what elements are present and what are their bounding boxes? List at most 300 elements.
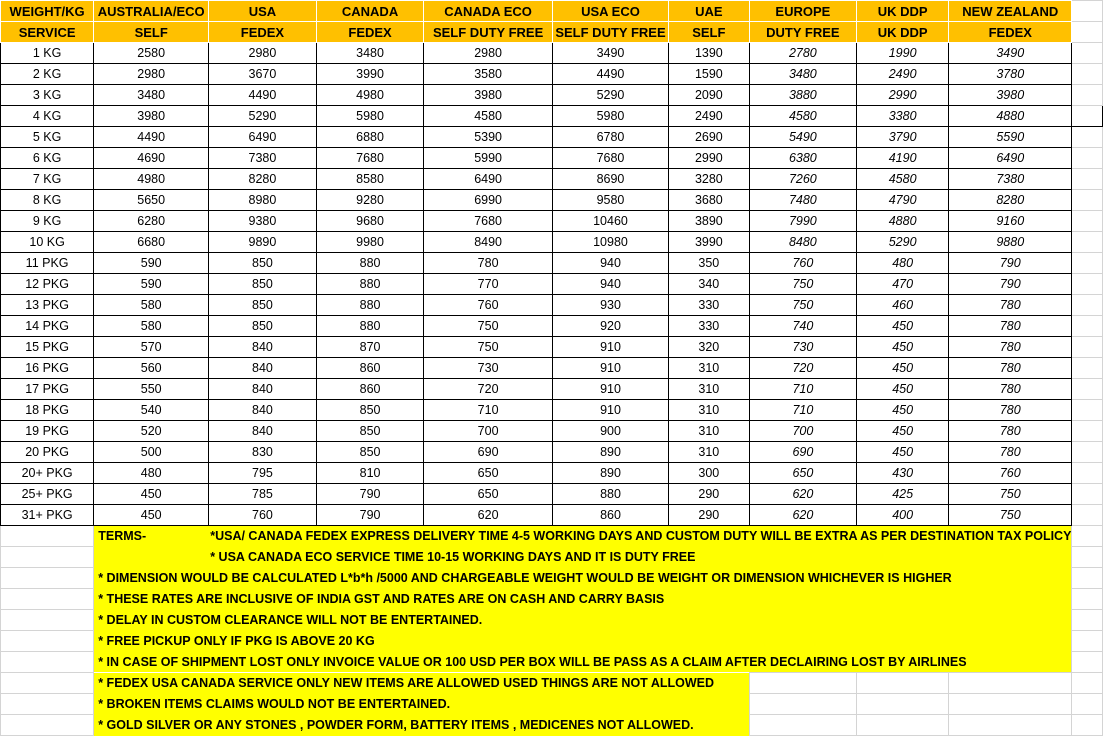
header-cell[interactable]: SELF DUTY FREE <box>424 22 553 43</box>
rate-cell[interactable]: 4580 <box>749 106 857 127</box>
empty-cell[interactable] <box>1072 589 1103 610</box>
rate-cell[interactable]: 840 <box>209 358 317 379</box>
rate-cell[interactable]: 780 <box>949 421 1072 442</box>
rate-cell[interactable]: 760 <box>209 505 317 526</box>
weight-cell[interactable]: 4 KG <box>1 106 94 127</box>
header-cell[interactable]: SERVICE <box>1 22 94 43</box>
terms-line[interactable] <box>94 694 749 715</box>
rate-cell[interactable]: 450 <box>857 358 949 379</box>
empty-cell[interactable] <box>1072 442 1103 463</box>
rate-cell[interactable]: 810 <box>316 463 424 484</box>
rate-cell[interactable]: 740 <box>749 316 857 337</box>
rate-cell[interactable]: 840 <box>209 379 317 400</box>
header-cell[interactable]: UK DDP <box>857 1 949 22</box>
weight-cell[interactable]: 11 PKG <box>1 253 94 274</box>
rate-cell[interactable]: 650 <box>424 484 553 505</box>
rate-cell[interactable]: 425 <box>857 484 949 505</box>
terms-line[interactable] <box>94 715 749 736</box>
empty-cell[interactable] <box>1072 526 1103 547</box>
empty-cell[interactable] <box>1 694 94 715</box>
empty-cell[interactable] <box>1 631 94 652</box>
rate-cell[interactable]: 900 <box>552 421 668 442</box>
rate-cell[interactable]: 795 <box>209 463 317 484</box>
empty-cell[interactable] <box>1072 505 1103 526</box>
rate-cell[interactable]: 4580 <box>424 106 553 127</box>
rate-cell[interactable]: 5290 <box>857 232 949 253</box>
rate-cell[interactable]: 480 <box>857 253 949 274</box>
empty-cell[interactable] <box>949 694 1072 715</box>
rate-cell[interactable]: 4190 <box>857 148 949 169</box>
rate-cell[interactable]: 4790 <box>857 190 949 211</box>
empty-cell[interactable] <box>1072 232 1103 253</box>
rate-cell[interactable]: 790 <box>316 484 424 505</box>
rate-cell[interactable]: 2980 <box>209 43 317 64</box>
rate-cell[interactable]: 550 <box>94 379 209 400</box>
empty-cell[interactable] <box>1072 169 1103 190</box>
rate-cell[interactable]: 5650 <box>94 190 209 211</box>
rate-cell[interactable]: 460 <box>857 295 949 316</box>
rate-cell[interactable]: 790 <box>316 505 424 526</box>
rate-cell[interactable]: 470 <box>857 274 949 295</box>
rate-cell[interactable]: 8690 <box>552 169 668 190</box>
rate-cell[interactable]: 910 <box>552 379 668 400</box>
rate-cell[interactable]: 500 <box>94 442 209 463</box>
header-cell[interactable]: DUTY FREE <box>749 22 857 43</box>
rate-cell[interactable]: 320 <box>669 337 749 358</box>
terms-line[interactable] <box>94 652 1072 673</box>
empty-cell[interactable] <box>1072 106 1103 127</box>
rate-cell[interactable]: 750 <box>749 274 857 295</box>
empty-cell[interactable] <box>1072 211 1103 232</box>
rate-cell[interactable]: 450 <box>857 400 949 421</box>
rate-cell[interactable]: 840 <box>209 400 317 421</box>
terms-line[interactable] <box>94 547 1072 568</box>
header-cell[interactable]: USA ECO <box>552 1 668 22</box>
rate-cell[interactable]: 4880 <box>857 211 949 232</box>
rate-cell[interactable]: 890 <box>552 463 668 484</box>
rate-cell[interactable]: 850 <box>209 253 317 274</box>
rate-cell[interactable]: 870 <box>316 337 424 358</box>
rate-cell[interactable]: 6380 <box>749 148 857 169</box>
rate-cell[interactable]: 720 <box>749 358 857 379</box>
weight-cell[interactable]: 8 KG <box>1 190 94 211</box>
rate-cell[interactable]: 4880 <box>949 106 1072 127</box>
rate-cell[interactable]: 840 <box>209 337 317 358</box>
header-cell[interactable]: WEIGHT/KG <box>1 1 94 22</box>
rate-cell[interactable]: 4490 <box>552 64 668 85</box>
rate-cell[interactable]: 4690 <box>94 148 209 169</box>
terms-line[interactable] <box>94 568 1072 589</box>
rate-cell[interactable]: 760 <box>424 295 553 316</box>
rate-cell[interactable]: 8480 <box>749 232 857 253</box>
rate-cell[interactable]: 450 <box>857 379 949 400</box>
rate-cell[interactable]: 790 <box>949 253 1072 274</box>
header-cell[interactable]: FEDEX <box>949 22 1072 43</box>
empty-cell[interactable] <box>857 673 949 694</box>
rate-cell[interactable]: 3480 <box>94 85 209 106</box>
rate-cell[interactable]: 450 <box>857 316 949 337</box>
rate-cell[interactable]: 7680 <box>316 148 424 169</box>
rate-cell[interactable]: 780 <box>949 295 1072 316</box>
rate-cell[interactable]: 400 <box>857 505 949 526</box>
empty-cell[interactable] <box>1072 484 1103 505</box>
rate-cell[interactable]: 290 <box>669 484 749 505</box>
rate-cell[interactable]: 4490 <box>209 85 317 106</box>
rate-cell[interactable]: 920 <box>552 316 668 337</box>
empty-cell[interactable] <box>1 610 94 631</box>
empty-cell[interactable] <box>1072 253 1103 274</box>
rate-cell[interactable]: 850 <box>209 274 317 295</box>
empty-cell[interactable] <box>1072 337 1103 358</box>
rate-cell[interactable]: 6490 <box>209 127 317 148</box>
rate-cell[interactable]: 310 <box>669 379 749 400</box>
rate-cell[interactable]: 8580 <box>316 169 424 190</box>
rate-cell[interactable]: 4980 <box>316 85 424 106</box>
empty-cell[interactable] <box>1072 673 1103 694</box>
rate-cell[interactable]: 5490 <box>749 127 857 148</box>
rate-cell[interactable]: 8280 <box>209 169 317 190</box>
weight-cell[interactable]: 20 PKG <box>1 442 94 463</box>
rate-cell[interactable]: 750 <box>749 295 857 316</box>
rate-cell[interactable]: 3880 <box>749 85 857 106</box>
rate-cell[interactable]: 5980 <box>316 106 424 127</box>
rate-cell[interactable]: 1590 <box>669 64 749 85</box>
rate-cell[interactable]: 2090 <box>669 85 749 106</box>
weight-cell[interactable]: 9 KG <box>1 211 94 232</box>
rate-cell[interactable]: 5980 <box>552 106 668 127</box>
rate-cell[interactable]: 450 <box>94 484 209 505</box>
rate-cell[interactable]: 710 <box>749 400 857 421</box>
rate-cell[interactable]: 450 <box>857 421 949 442</box>
rate-cell[interactable]: 6680 <box>94 232 209 253</box>
empty-cell[interactable] <box>1072 547 1103 568</box>
rate-cell[interactable]: 330 <box>669 316 749 337</box>
rate-cell[interactable]: 310 <box>669 442 749 463</box>
rate-cell[interactable]: 290 <box>669 505 749 526</box>
rate-cell[interactable]: 860 <box>316 358 424 379</box>
rate-cell[interactable]: 540 <box>94 400 209 421</box>
rate-cell[interactable]: 560 <box>94 358 209 379</box>
rate-cell[interactable]: 6490 <box>949 148 1072 169</box>
rate-cell[interactable]: 7680 <box>552 148 668 169</box>
rate-cell[interactable]: 910 <box>552 337 668 358</box>
weight-cell[interactable]: 17 PKG <box>1 379 94 400</box>
rate-cell[interactable]: 2490 <box>857 64 949 85</box>
rate-cell[interactable]: 770 <box>424 274 553 295</box>
rate-cell[interactable]: 3580 <box>424 64 553 85</box>
rate-cell[interactable]: 1990 <box>857 43 949 64</box>
rate-cell[interactable]: 520 <box>94 421 209 442</box>
rate-cell[interactable]: 2490 <box>669 106 749 127</box>
rate-cell[interactable]: 6780 <box>552 127 668 148</box>
rate-cell[interactable]: 2690 <box>669 127 749 148</box>
empty-cell[interactable] <box>1072 715 1103 736</box>
rate-cell[interactable]: 5290 <box>552 85 668 106</box>
rate-cell[interactable]: 580 <box>94 316 209 337</box>
rate-cell[interactable]: 780 <box>949 400 1072 421</box>
empty-cell[interactable] <box>1072 652 1103 673</box>
empty-cell[interactable] <box>1072 148 1103 169</box>
rate-cell[interactable]: 3490 <box>949 43 1072 64</box>
rate-cell[interactable]: 880 <box>552 484 668 505</box>
rate-cell[interactable]: 2980 <box>424 43 553 64</box>
empty-cell[interactable] <box>1072 610 1103 631</box>
empty-cell[interactable] <box>1072 421 1103 442</box>
rate-cell[interactable]: 880 <box>316 295 424 316</box>
rate-cell[interactable]: 785 <box>209 484 317 505</box>
rate-cell[interactable]: 2580 <box>94 43 209 64</box>
rate-cell[interactable]: 780 <box>949 379 1072 400</box>
rate-cell[interactable]: 350 <box>669 253 749 274</box>
weight-cell[interactable]: 16 PKG <box>1 358 94 379</box>
rate-cell[interactable]: 700 <box>749 421 857 442</box>
rate-cell[interactable]: 850 <box>209 295 317 316</box>
weight-cell[interactable]: 25+ PKG <box>1 484 94 505</box>
empty-cell[interactable] <box>949 673 1072 694</box>
rate-cell[interactable]: 5290 <box>209 106 317 127</box>
empty-cell[interactable] <box>749 673 857 694</box>
empty-cell[interactable] <box>857 715 949 736</box>
rate-cell[interactable]: 910 <box>552 358 668 379</box>
rate-cell[interactable]: 3990 <box>316 64 424 85</box>
empty-cell[interactable] <box>1 547 94 568</box>
rate-cell[interactable]: 730 <box>424 358 553 379</box>
empty-cell[interactable] <box>1072 190 1103 211</box>
weight-cell[interactable]: 3 KG <box>1 85 94 106</box>
empty-cell[interactable] <box>1 715 94 736</box>
terms-line[interactable] <box>94 631 1072 652</box>
rate-cell[interactable]: 710 <box>749 379 857 400</box>
rate-cell[interactable]: 880 <box>316 316 424 337</box>
rate-cell[interactable]: 430 <box>857 463 949 484</box>
rate-cell[interactable]: 9680 <box>316 211 424 232</box>
rate-cell[interactable]: 6490 <box>424 169 553 190</box>
rate-cell[interactable]: 850 <box>316 421 424 442</box>
weight-cell[interactable]: 19 PKG <box>1 421 94 442</box>
rate-cell[interactable]: 6880 <box>316 127 424 148</box>
rate-cell[interactable]: 850 <box>209 316 317 337</box>
rate-cell[interactable]: 3790 <box>857 127 949 148</box>
rate-cell[interactable]: 330 <box>669 295 749 316</box>
rate-cell[interactable]: 9980 <box>316 232 424 253</box>
rate-cell[interactable]: 570 <box>94 337 209 358</box>
rate-cell[interactable]: 760 <box>749 253 857 274</box>
weight-cell[interactable]: 7 KG <box>1 169 94 190</box>
terms-line[interactable] <box>94 589 1072 610</box>
rate-cell[interactable]: 780 <box>949 358 1072 379</box>
rate-cell[interactable]: 850 <box>316 400 424 421</box>
rate-cell[interactable]: 10460 <box>552 211 668 232</box>
rate-cell[interactable]: 9880 <box>949 232 1072 253</box>
header-cell[interactable]: FEDEX <box>209 22 317 43</box>
empty-cell[interactable] <box>1072 295 1103 316</box>
rate-cell[interactable]: 780 <box>949 442 1072 463</box>
rate-cell[interactable]: 2990 <box>857 85 949 106</box>
rate-cell[interactable]: 3990 <box>669 232 749 253</box>
empty-cell[interactable] <box>1072 358 1103 379</box>
empty-cell[interactable] <box>1 652 94 673</box>
empty-cell[interactable] <box>749 694 857 715</box>
rate-cell[interactable]: 9580 <box>552 190 668 211</box>
rate-cell[interactable]: 3280 <box>669 169 749 190</box>
rate-cell[interactable]: 450 <box>94 505 209 526</box>
rate-cell[interactable]: 940 <box>552 274 668 295</box>
empty-cell[interactable] <box>1072 400 1103 421</box>
rate-cell[interactable]: 830 <box>209 442 317 463</box>
rate-cell[interactable]: 9160 <box>949 211 1072 232</box>
rate-cell[interactable]: 880 <box>316 253 424 274</box>
header-cell[interactable]: NEW ZEALAND <box>949 1 1072 22</box>
empty-cell[interactable] <box>1072 127 1103 148</box>
rate-cell[interactable]: 750 <box>949 484 1072 505</box>
weight-cell[interactable]: 5 KG <box>1 127 94 148</box>
rate-cell[interactable]: 750 <box>949 505 1072 526</box>
rate-cell[interactable]: 760 <box>949 463 1072 484</box>
rate-cell[interactable]: 8490 <box>424 232 553 253</box>
rate-cell[interactable]: 930 <box>552 295 668 316</box>
empty-cell[interactable] <box>1072 463 1103 484</box>
rate-cell[interactable]: 890 <box>552 442 668 463</box>
rate-cell[interactable]: 910 <box>552 400 668 421</box>
rate-cell[interactable]: 7990 <box>749 211 857 232</box>
rate-cell[interactable]: 6280 <box>94 211 209 232</box>
empty-cell[interactable] <box>1072 274 1103 295</box>
rate-cell[interactable]: 5590 <box>949 127 1072 148</box>
rate-cell[interactable]: 750 <box>424 337 553 358</box>
empty-cell[interactable] <box>749 715 857 736</box>
empty-cell[interactable] <box>1 526 94 547</box>
weight-cell[interactable]: 20+ PKG <box>1 463 94 484</box>
rate-cell[interactable]: 780 <box>949 337 1072 358</box>
weight-cell[interactable]: 13 PKG <box>1 295 94 316</box>
empty-cell[interactable] <box>1072 22 1103 43</box>
rate-cell[interactable]: 7380 <box>209 148 317 169</box>
rate-cell[interactable]: 650 <box>424 463 553 484</box>
rate-cell[interactable]: 9380 <box>209 211 317 232</box>
rate-cell[interactable]: 700 <box>424 421 553 442</box>
rate-cell[interactable]: 750 <box>424 316 553 337</box>
weight-cell[interactable]: 15 PKG <box>1 337 94 358</box>
rate-cell[interactable]: 4580 <box>857 169 949 190</box>
rate-cell[interactable]: 860 <box>316 379 424 400</box>
rate-cell[interactable]: 2780 <box>749 43 857 64</box>
rate-cell[interactable]: 8280 <box>949 190 1072 211</box>
empty-cell[interactable] <box>1072 631 1103 652</box>
rate-cell[interactable]: 940 <box>552 253 668 274</box>
rate-cell[interactable]: 3480 <box>749 64 857 85</box>
rate-cell[interactable]: 5390 <box>424 127 553 148</box>
rate-cell[interactable]: 3780 <box>949 64 1072 85</box>
rate-cell[interactable]: 6990 <box>424 190 553 211</box>
rate-cell[interactable]: 3480 <box>316 43 424 64</box>
rate-cell[interactable]: 300 <box>669 463 749 484</box>
empty-cell[interactable] <box>1 673 94 694</box>
rate-cell[interactable]: 620 <box>424 505 553 526</box>
rate-cell[interactable]: 4980 <box>94 169 209 190</box>
header-cell[interactable]: EUROPE <box>749 1 857 22</box>
empty-cell[interactable] <box>1072 316 1103 337</box>
rate-cell[interactable]: 590 <box>94 253 209 274</box>
rate-cell[interactable]: 590 <box>94 274 209 295</box>
header-cell[interactable]: USA <box>209 1 317 22</box>
rate-cell[interactable]: 5990 <box>424 148 553 169</box>
rate-cell[interactable]: 2980 <box>94 64 209 85</box>
header-cell[interactable]: CANADA <box>316 1 424 22</box>
empty-cell[interactable] <box>857 694 949 715</box>
rate-cell[interactable]: 9890 <box>209 232 317 253</box>
weight-cell[interactable]: 6 KG <box>1 148 94 169</box>
empty-cell[interactable] <box>1072 64 1103 85</box>
weight-cell[interactable]: 1 KG <box>1 43 94 64</box>
rate-cell[interactable]: 7260 <box>749 169 857 190</box>
rate-cell[interactable]: 7380 <box>949 169 1072 190</box>
header-cell[interactable]: SELF DUTY FREE <box>552 22 668 43</box>
terms-line[interactable] <box>94 673 749 694</box>
rate-cell[interactable]: 790 <box>949 274 1072 295</box>
rate-cell[interactable]: 620 <box>749 484 857 505</box>
rate-cell[interactable]: 720 <box>424 379 553 400</box>
terms-line[interactable] <box>94 610 1072 631</box>
rate-cell[interactable]: 8980 <box>209 190 317 211</box>
weight-cell[interactable]: 10 KG <box>1 232 94 253</box>
rate-cell[interactable]: 4490 <box>94 127 209 148</box>
rate-cell[interactable]: 780 <box>424 253 553 274</box>
rate-cell[interactable]: 450 <box>857 442 949 463</box>
header-cell[interactable]: UK DDP <box>857 22 949 43</box>
rate-cell[interactable]: 7680 <box>424 211 553 232</box>
rate-cell[interactable]: 580 <box>94 295 209 316</box>
empty-cell[interactable] <box>1072 568 1103 589</box>
header-cell[interactable]: CANADA ECO <box>424 1 553 22</box>
rate-cell[interactable]: 310 <box>669 400 749 421</box>
rate-cell[interactable]: 730 <box>749 337 857 358</box>
weight-cell[interactable]: 14 PKG <box>1 316 94 337</box>
rate-cell[interactable]: 9280 <box>316 190 424 211</box>
empty-cell[interactable] <box>1072 379 1103 400</box>
header-cell[interactable]: AUSTRALIA/ECO <box>94 1 209 22</box>
empty-cell[interactable] <box>1072 43 1103 64</box>
rate-cell[interactable]: 10980 <box>552 232 668 253</box>
rate-cell[interactable]: 690 <box>424 442 553 463</box>
rate-cell[interactable]: 650 <box>749 463 857 484</box>
terms-line[interactable] <box>94 526 1072 547</box>
rate-cell[interactable]: 780 <box>949 316 1072 337</box>
rate-cell[interactable]: 840 <box>209 421 317 442</box>
rate-cell[interactable]: 3890 <box>669 211 749 232</box>
empty-cell[interactable] <box>1072 1 1103 22</box>
rate-cell[interactable]: 1390 <box>669 43 749 64</box>
rate-cell[interactable]: 480 <box>94 463 209 484</box>
rate-cell[interactable]: 620 <box>749 505 857 526</box>
empty-cell[interactable] <box>1 568 94 589</box>
empty-cell[interactable] <box>949 715 1072 736</box>
weight-cell[interactable]: 31+ PKG <box>1 505 94 526</box>
rate-cell[interactable]: 3980 <box>949 85 1072 106</box>
empty-cell[interactable] <box>1 589 94 610</box>
rate-cell[interactable]: 3490 <box>552 43 668 64</box>
rate-cell[interactable]: 3980 <box>424 85 553 106</box>
rate-cell[interactable]: 860 <box>552 505 668 526</box>
header-cell[interactable]: SELF <box>669 22 749 43</box>
rate-cell[interactable]: 3670 <box>209 64 317 85</box>
rate-cell[interactable]: 2990 <box>669 148 749 169</box>
rate-cell[interactable]: 310 <box>669 358 749 379</box>
rate-cell[interactable]: 880 <box>316 274 424 295</box>
empty-cell[interactable] <box>1072 85 1103 106</box>
weight-cell[interactable]: 12 PKG <box>1 274 94 295</box>
rate-cell[interactable]: 7480 <box>749 190 857 211</box>
rate-cell[interactable]: 710 <box>424 400 553 421</box>
